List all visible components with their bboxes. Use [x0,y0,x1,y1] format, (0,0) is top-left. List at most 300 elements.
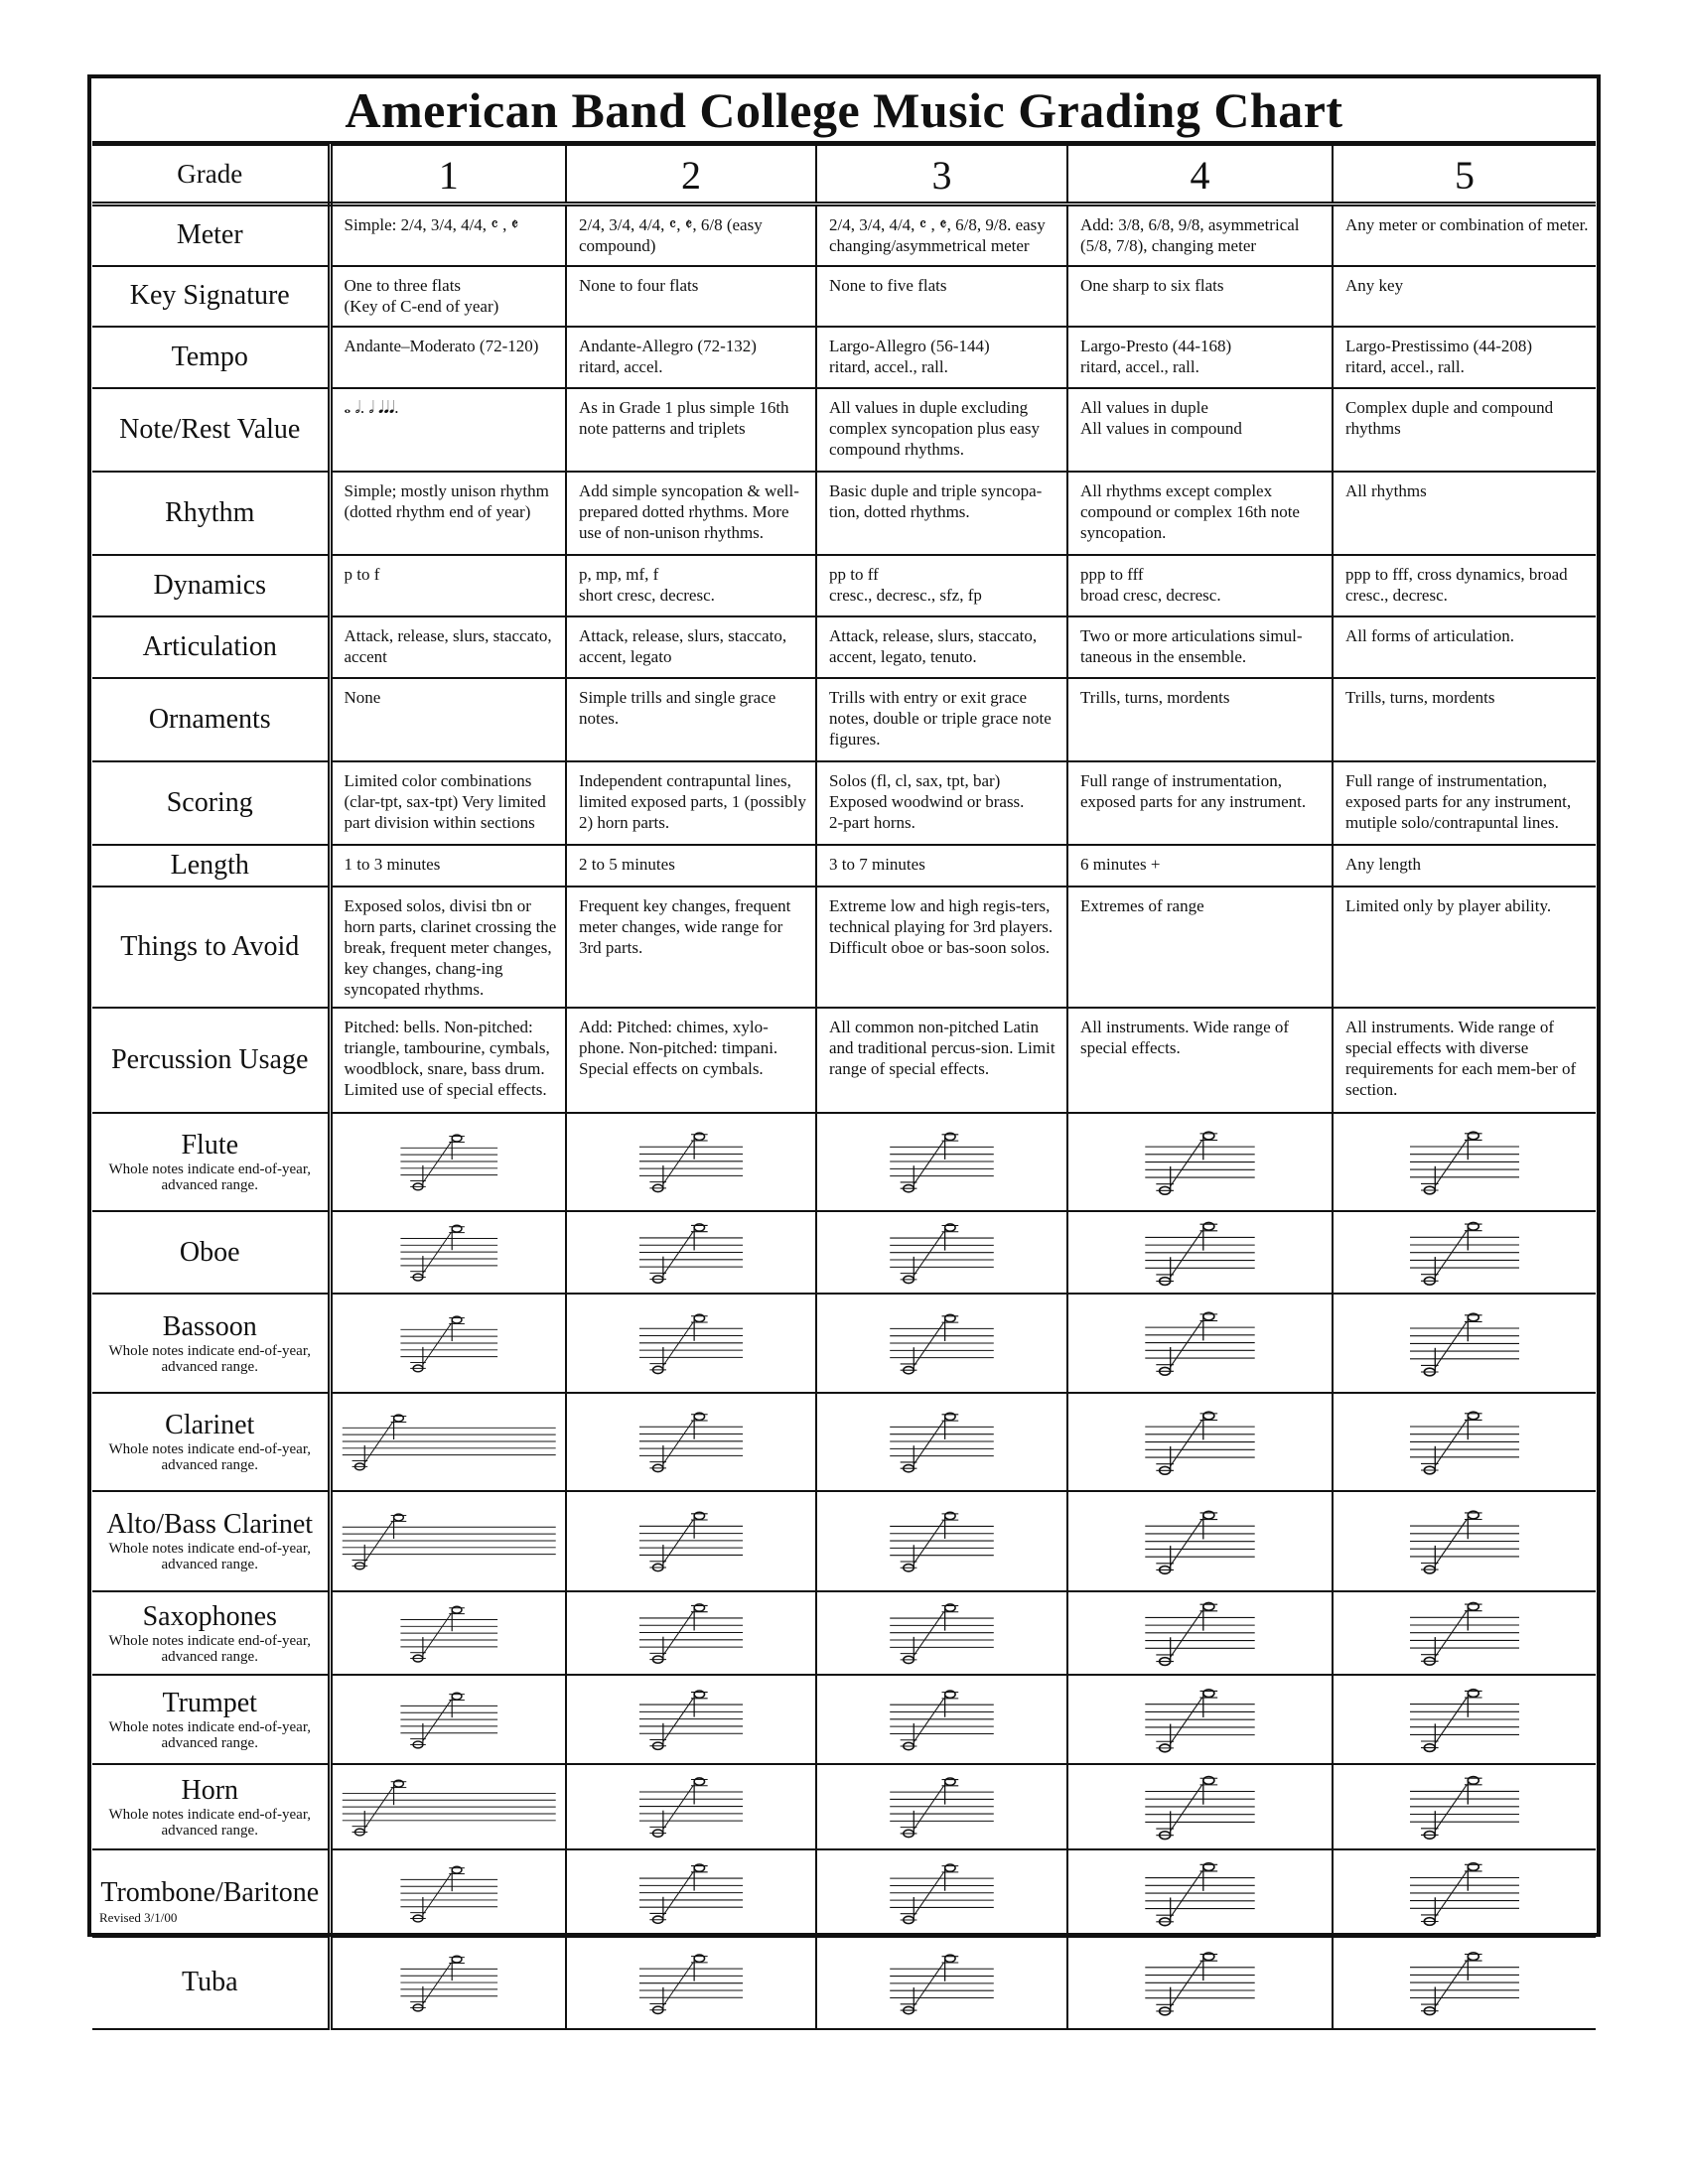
criteria-cell [330,472,566,555]
range-cell [566,1591,816,1675]
instrument-note: Whole notes indicate end-of-year, advanced range. [108,1441,311,1474]
range-staff-icon [1334,1296,1596,1392]
range-staff-icon [1334,1114,1596,1210]
criteria-text: 1 to 3 minutes [344,854,441,874]
range-cell [816,1294,1067,1392]
criteria-text: All instruments. Wide range of special effects with diverse requirements for each mem-ber of section. [1345,1017,1577,1099]
criteria-text: Complex duple and compound rhythms [1345,397,1554,438]
range-staff-icon [1068,1394,1332,1490]
criteria-text: Full range of instrumentation, exposed parts for any instrument, mutiple solo/contrapuntal lines. [1345,770,1572,832]
instrument-label-cell [92,1113,330,1211]
range-staff-icon [817,1852,1066,1934]
range-cell [1333,1675,1596,1764]
criteria-cell [1333,887,1596,1008]
criteria-text: Limited only by player ability. [1345,895,1552,915]
criteria-text: Frequent key changes, frequent meter changes, wide range for 3rd parts. [579,895,791,957]
range-staff-icon [817,1297,1066,1389]
criteria-text: None [344,687,381,707]
range-cell [1333,1849,1596,1937]
range-cell [1067,1937,1333,2029]
criteria-label: Meter [176,219,243,251]
instrument-note: Whole notes indicate end-of-year, advanced range. [108,1632,311,1665]
range-cell [1067,1393,1333,1491]
grading-table [92,144,1596,2030]
criteria-cell [1333,205,1596,266]
criteria-label: Things to Avoid [120,930,300,962]
range-cell [330,1491,566,1591]
criteria-text: Exposed solos, divisi tbn or horn parts, clarinet crossing the break, frequent meter changes, key changes, chang-ing syncopated rhythms. [344,895,557,999]
criteria-cell [330,205,566,266]
range-staff-icon [333,1399,566,1484]
instrument-row [92,1491,1596,1591]
range-cell [566,1294,816,1392]
revision-date: Revised 3/1/00 [99,1910,178,1925]
range-staff-icon [1068,1212,1332,1294]
range-staff-icon [567,1396,815,1487]
range-staff-icon [817,1594,1066,1671]
criteria-row [92,761,1596,845]
criteria-cell [1333,472,1596,555]
range-staff-icon [567,1594,815,1671]
range-cell [1333,1211,1596,1295]
range-cell [1333,1937,1596,2029]
range-staff-icon [567,1494,815,1587]
range-cell [330,1113,566,1211]
criteria-text: Extreme low and high regis-ters, technical playing for 3rd players. Difficult oboe or bas-soon solos. [829,895,1054,957]
criteria-text: 2/4, 3/4, 4/4, 𝄴 , 𝄵, 6/8, 9/8. easy changing/asymmetrical meter [829,215,1046,255]
range-staff-icon [333,1216,566,1288]
criteria-cell [816,1008,1067,1113]
criteria-text: Solos (fl, cl, sax, tpt, bar) Exposed woodwind or brass. 2-part horns. [829,770,1025,832]
range-staff-icon [567,1116,815,1207]
criteria-label-cell [92,678,330,761]
range-staff-icon [1068,1295,1332,1391]
instrument-label-cell [92,1491,330,1591]
page-title: American Band College Music Grading Chart [92,79,1596,144]
instrument-label-cell [92,1294,330,1392]
criteria-cell [1067,388,1333,472]
range-staff-icon [817,1116,1066,1207]
range-staff-icon [817,1396,1066,1487]
range-cell [330,1849,566,1937]
instrument-label-cell [92,1764,330,1849]
criteria-text: All values in duple excluding complex syncopation plus easy compound rhythms. [829,397,1040,459]
instrument-note: Whole notes indicate end-of-year, advanced range. [108,1718,311,1751]
criteria-text: ppp to fff, cross dynamics, broad cresc., decresc. [1345,564,1568,605]
range-cell [566,1764,816,1849]
criteria-cell [816,887,1067,1008]
criteria-text: Attack, release, slurs, staccato, accent, legato [579,625,787,666]
criteria-cell [330,678,566,761]
criteria-cell [1067,678,1333,761]
grade-header-2 [566,145,816,205]
criteria-cell [330,887,566,1008]
criteria-text: All common non-pitched Latin and traditional percus-sion. Limit range of special effects. [829,1017,1055,1078]
criteria-label: Tempo [171,341,248,372]
instrument-row [92,1393,1596,1491]
range-staff-icon [567,1214,815,1291]
criteria-cell [1067,1008,1333,1113]
range-cell [1067,1849,1333,1937]
criteria-cell [566,887,816,1008]
criteria-cell [1333,388,1596,472]
instrument-row [92,1294,1596,1392]
criteria-label: Percussion Usage [111,1043,309,1075]
instrument-label: Trumpet [162,1687,257,1718]
criteria-cell [816,388,1067,472]
criteria-row [92,616,1596,678]
range-cell [816,1211,1067,1295]
criteria-cell [1333,616,1596,678]
criteria-cell [1067,616,1333,678]
range-cell [1067,1675,1333,1764]
range-cell [816,1937,1067,2029]
grade-number: 1 [438,153,459,198]
criteria-text: Simple: 2/4, 3/4, 4/4, 𝄴 , 𝄵 [344,215,519,234]
grade-header-5 [1333,145,1596,205]
criteria-text: Add: Pitched: chimes, xylo-phone. Non-pitched: timpani. Special effects on cymbals. [579,1017,778,1078]
criteria-text: Any length [1345,854,1422,874]
range-cell [566,1937,816,2029]
criteria-cell [566,678,816,761]
range-staff-icon [567,1678,815,1760]
range-staff-icon [817,1214,1066,1291]
criteria-row [92,887,1596,1008]
instrument-row [92,1764,1596,1849]
range-cell [1067,1113,1333,1211]
criteria-text: Simple; mostly unison rhythm (dotted rhythm end of year) [344,480,549,521]
criteria-row [92,555,1596,616]
range-staff-icon [1068,1676,1332,1763]
criteria-text: Simple trills and single grace notes. [579,687,776,728]
instrument-label-cell [92,1393,330,1491]
criteria-text: 6 minutes + [1080,854,1161,874]
criteria-label: Ornaments [148,703,271,735]
criteria-text: Pitched: bells. Non-pitched: triangle, tambourine, cymbals, woodblock, snare, bass drum. Limited use of special effects. [344,1017,550,1099]
range-cell [1067,1294,1333,1392]
criteria-row [92,266,1596,327]
criteria-cell [816,472,1067,555]
instrument-label: Saxophones [142,1600,277,1632]
criteria-text: Add simple syncopation & well-prepared dotted rhythms. More use of non-unison rhythms. [579,480,799,542]
criteria-cell [566,555,816,616]
grade-header-3 [816,145,1067,205]
criteria-row [92,845,1596,887]
range-staff-icon [1334,1492,1596,1590]
range-staff-icon [817,1678,1066,1761]
criteria-text: Andante-Allegro (72-132) ritard, accel. [579,336,757,376]
range-staff-icon [567,1852,815,1933]
range-cell [816,1591,1067,1675]
range-cell [330,1937,566,2029]
instrument-label: Horn [181,1775,239,1807]
criteria-cell [816,555,1067,616]
criteria-cell [816,327,1067,388]
criteria-label-cell [92,761,330,845]
criteria-text: Attack, release, slurs, staccato, accent, legato, tenuto. [829,625,1038,666]
criteria-label: Rhythm [165,496,255,528]
criteria-cell [816,845,1067,887]
criteria-text: p, mp, mf, f short cresc, decresc. [579,564,715,605]
criteria-text: Largo-Allegro (56-144) ritard, accel., rall. [829,336,990,376]
criteria-text: All rhythms except complex compound or complex 16th note syncopation. [1080,480,1300,542]
criteria-label: Articulation [142,630,277,662]
criteria-text: Trills, turns, mordents [1080,687,1230,707]
instrument-row [92,1937,1596,2029]
instrument-row [92,1675,1596,1764]
criteria-text: pp to ff cresc., decresc., sfz, fp [829,564,982,605]
criteria-label: Key Signature [129,280,290,311]
range-cell [330,1393,566,1491]
range-cell [1067,1211,1333,1295]
criteria-text: Add: 3/8, 6/8, 9/8, asymmetrical (5/8, 7/8), changing meter [1080,215,1300,255]
criteria-label: Scoring [166,786,253,818]
instrument-note: Whole notes indicate end-of-year, advanced range. [108,1541,311,1573]
criteria-text: Extremes of range [1080,895,1204,915]
criteria-cell [330,555,566,616]
range-cell [1333,1764,1596,1849]
grade-number: 3 [931,153,952,198]
criteria-text: Basic duple and triple syncopa-tion, dotted rhythms. [829,480,1043,521]
range-staff-icon [1068,1114,1332,1210]
range-staff-icon [1334,1212,1596,1293]
criteria-row [92,327,1596,388]
criteria-text: All values in duple All values in compound [1080,397,1242,438]
criteria-cell [816,678,1067,761]
range-staff-icon [1068,1938,1332,2028]
criteria-cell [566,616,816,678]
instrument-label: Flute [181,1130,239,1161]
range-cell [1067,1764,1333,1849]
instrument-label-cell [92,1937,330,2029]
criteria-cell [1067,555,1333,616]
criteria-cell [330,616,566,678]
instrument-row [92,1849,1596,1937]
criteria-cell [1067,266,1333,327]
instrument-label: Trombone/Baritone [100,1877,320,1909]
range-staff-icon [1068,1765,1332,1848]
criteria-cell [330,327,566,388]
criteria-cell [566,327,816,388]
criteria-cell [566,205,816,266]
criteria-cell [816,266,1067,327]
criteria-cell [816,761,1067,845]
range-cell [330,1764,566,1849]
criteria-text: One sharp to six flats [1080,275,1224,295]
criteria-label: Length [170,849,249,881]
range-cell [566,1849,816,1937]
criteria-text: All forms of articulation. [1345,625,1514,645]
criteria-cell [1067,887,1333,1008]
instrument-label: Bassoon [162,1310,257,1342]
range-cell [816,1764,1067,1849]
range-cell [566,1211,816,1295]
criteria-cell [566,388,816,472]
instrument-row [92,1591,1596,1675]
criteria-text: As in Grade 1 plus simple 16th note patterns and triplets [579,397,789,438]
range-staff-icon [1334,1850,1596,1936]
criteria-cell [1067,761,1333,845]
criteria-text: 𝅝 𝅗𝅥. 𝅗𝅥 𝅘𝅥𝅘𝅥𝅘𝅥. [344,397,399,417]
criteria-cell [1067,472,1333,555]
range-cell [330,1591,566,1675]
range-cell [330,1675,566,1764]
criteria-cell [1333,678,1596,761]
range-staff-icon [567,1941,815,2025]
criteria-label-cell [92,472,330,555]
criteria-label-cell [92,616,330,678]
instrument-label-cell [92,1675,330,1764]
criteria-cell [1067,205,1333,266]
criteria-text: None to four flats [579,275,699,295]
instrument-note: Whole notes indicate end-of-year, advanced range. [108,1807,311,1840]
criteria-label: Note/Rest Value [119,413,301,445]
criteria-cell [816,616,1067,678]
range-staff-icon [817,1494,1066,1587]
range-staff-icon [1334,1676,1596,1763]
criteria-cell [1333,761,1596,845]
criteria-text: All rhythms [1345,480,1427,500]
criteria-text: Limited color combinations (clar-tpt, sax-tpt) Very limited part division within sections [344,770,546,832]
criteria-cell [330,266,566,327]
range-cell [816,1113,1067,1211]
criteria-text: Largo-Presto (44-168) ritard, accel., rall. [1080,336,1232,376]
criteria-cell [1333,555,1596,616]
range-cell [566,1113,816,1211]
criteria-text: Independent contrapuntal lines, limited exposed parts, 1 (possibly 2) horn parts. [579,770,807,832]
range-staff-icon [1068,1850,1332,1936]
range-staff-icon [1334,1938,1596,2027]
range-cell [816,1491,1067,1591]
criteria-text: Any key [1345,275,1404,295]
criteria-row [92,1008,1596,1113]
range-cell [816,1675,1067,1764]
range-cell [1067,1591,1333,1675]
range-cell [1333,1591,1596,1675]
criteria-text: ppp to fff broad cresc, decresc. [1080,564,1221,605]
criteria-text: One to three flats (Key of C-end of year) [344,275,499,316]
grade-header-1 [330,145,566,205]
criteria-text: 2/4, 3/4, 4/4, 𝄴, 𝄵, 6/8 (easy compound) [579,215,763,255]
grade-label-cell [92,145,330,205]
criteria-label-cell [92,555,330,616]
criteria-cell [330,388,566,472]
range-staff-icon [817,1941,1066,2026]
criteria-label-cell [92,845,330,887]
criteria-cell [1333,1008,1596,1113]
criteria-cell [1067,845,1333,887]
criteria-cell [330,1008,566,1113]
grade-header-row [92,145,1596,205]
criteria-text: Full range of instrumentation, exposed parts for any instrument. [1080,770,1307,811]
criteria-cell [566,1008,816,1113]
criteria-text: p to f [344,564,380,584]
grade-number: 4 [1190,153,1210,198]
range-staff-icon [333,1300,566,1386]
range-cell [566,1675,816,1764]
criteria-text: Any meter or combination of meter. [1345,215,1589,234]
criteria-label-cell [92,887,330,1008]
criteria-text: 2 to 5 minutes [579,854,675,874]
instrument-label: Alto/Bass Clarinet [106,1509,314,1541]
instrument-label: Tuba [181,1967,238,1998]
criteria-text: Andante–Moderato (72-120) [344,336,539,355]
criteria-row [92,388,1596,472]
criteria-cell [816,205,1067,266]
criteria-text: Trills, turns, mordents [1345,687,1495,707]
criteria-row [92,205,1596,266]
range-staff-icon [1334,1765,1596,1848]
criteria-label-cell [92,205,330,266]
criteria-label-cell [92,1008,330,1113]
range-staff-icon [817,1767,1066,1845]
range-cell [1067,1491,1333,1591]
criteria-cell [1333,327,1596,388]
range-cell [816,1849,1067,1937]
criteria-cell [1333,845,1596,887]
criteria-text: Trills with entry or exit grace notes, double or triple grace note figures. [829,687,1052,749]
instrument-label: Oboe [179,1236,240,1268]
range-cell [1333,1294,1596,1392]
instrument-note: Whole notes indicate end-of-year, advanced range. [108,1161,311,1194]
criteria-label: Dynamics [153,569,267,601]
criteria-cell [1067,327,1333,388]
criteria-text: 3 to 7 minutes [829,854,925,874]
criteria-cell [330,761,566,845]
range-cell [1333,1393,1596,1491]
range-staff-icon [333,1497,566,1584]
instrument-label-cell [92,1211,330,1295]
grade-label: Grade [177,159,243,189]
range-staff-icon [1068,1592,1332,1674]
range-staff-icon [333,1119,566,1204]
range-staff-icon [333,1770,566,1843]
range-staff-icon [333,1597,566,1669]
criteria-cell [330,845,566,887]
range-cell [330,1294,566,1392]
criteria-cell [566,845,816,887]
criteria-text: Largo-Prestissimo (44-208) ritard, accel., rall. [1345,336,1533,376]
instrument-label: Clarinet [165,1410,255,1441]
criteria-text: None to five flats [829,275,947,295]
range-cell [816,1393,1067,1491]
range-staff-icon [1334,1592,1596,1673]
criteria-row [92,472,1596,555]
instrument-row [92,1113,1596,1211]
range-staff-icon [333,1943,566,2022]
criteria-row [92,678,1596,761]
instrument-row [92,1211,1596,1295]
criteria-label-cell [92,266,330,327]
range-cell [330,1211,566,1295]
range-staff-icon [567,1297,815,1389]
range-cell [1333,1113,1596,1211]
grade-number: 2 [681,153,701,198]
criteria-cell [1333,266,1596,327]
instrument-label-cell [92,1591,330,1675]
criteria-text: Attack, release, slurs, staccato, accent [344,625,552,666]
criteria-text: Two or more articulations simul-taneous in the ensemble. [1080,625,1303,666]
range-cell [566,1393,816,1491]
grade-number: 5 [1455,153,1475,198]
grade-header-4 [1067,145,1333,205]
criteria-cell [566,472,816,555]
range-cell [566,1491,816,1591]
range-cell [1333,1491,1596,1591]
range-staff-icon [567,1767,815,1845]
criteria-cell [566,266,816,327]
criteria-label-cell [92,327,330,388]
